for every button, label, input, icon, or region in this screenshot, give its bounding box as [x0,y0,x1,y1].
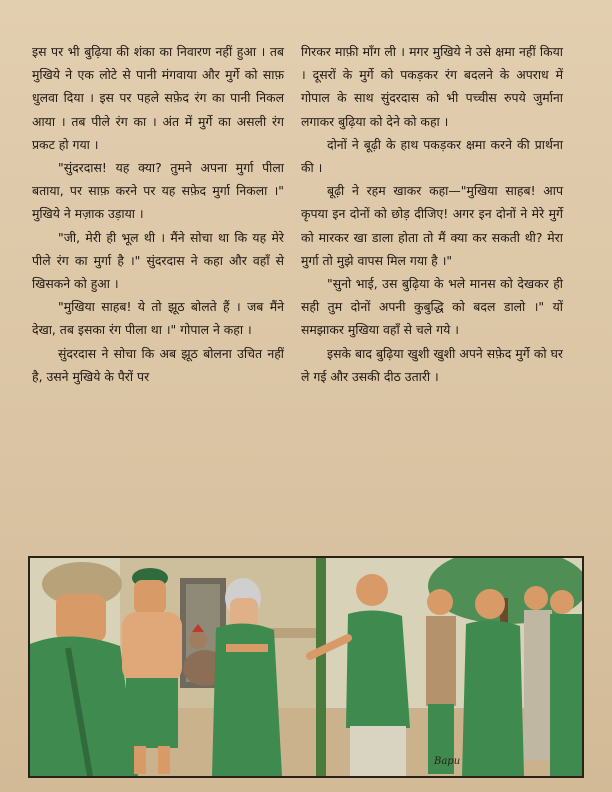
paragraph: "सुनो भाई, उस बुढ़िया के भले मानस को देखकर ही सही तुम दोनों अपनी कुबुद्धि को बदल डालो ।" यों समझाकर मुखिया वहाँ से चले गये । [301,276,563,338]
left-text-column [32,40,284,388]
paragraph: गिरकर माफ़ी माँग ली । मगर मुखिये ने उसे क्षमा नहीं किया । दूसरों के मुर्गे को पकड़कर रंग बदलने के अपराध में गोपाल के साथ सुंदरदास को भी पच्चीस रुपये जुर्माना लगाकर बुढ़िया को देने को कहा । [301,44,563,129]
story-illustration [28,556,584,778]
paragraph: "मुखिया साहब! ये तो झूठ बोलते हैं । जब मैंने देखा, तब इसका रंग पीला था ।" गोपाल ने कहा । [32,299,284,338]
paragraph: "जी, मेरी ही भूल थी । मैंने सोचा था कि यह मेरे पीले रंग का मुर्गा है ।" सुंदरदास ने कहा और वहाँ से खिसकने को हुआ । [32,229,284,292]
paragraph: सुंदरदास ने सोचा कि अब झूठ बोलना उचित नहीं है, उसने मुखिये के पैरों पर [32,345,284,384]
paragraph: "सुंदरदास! यह क्या? तुमने अपना मुर्गा पीला बताया, पर साफ़ करने पर यह सफ़ेद मुर्गा निकला ।" मुखिये ने मज़ाक उड़ाया । [32,160,284,222]
paragraph: इसके बाद बुढ़िया खुशी खुशी अपने सफ़ेद मुर्गे को घर ले गई और उसकी दीठ उतारी । [301,345,563,384]
illustration-scene [30,558,582,776]
artist-signature: Bapu [434,756,461,767]
paragraph: दोनों ने बूढ़ी के हाथ पकड़कर क्षमा करने की प्रार्थना की । [301,136,563,176]
right-text-column [301,40,563,388]
paragraph: इस पर भी बुढ़िया की शंका का निवारण नहीं हुआ । तब मुखिये ने एक लोटे से पानी मंगवाया और मुर्गे को साफ़ धुलवा दिया । इस पर पहले सफ़ेद रंग का पानी निकल आया । तब पीले रंग का । अंत में मुर्गे का असली रंग प्रकट हो गया । [32,44,284,152]
paragraph: बूढ़ी ने रहम खाकर कहा—"मुखिया साहब! आप कृपया इन दोनों को छोड़ दीजिए! अगर इन दोनों ने मेरे मुर्गे को मारकर खा डाला होता तो मैं क्या कर सकती थी? मेरा मुर्गा तो मुझे वापस मिल गया है ।" [301,183,563,268]
